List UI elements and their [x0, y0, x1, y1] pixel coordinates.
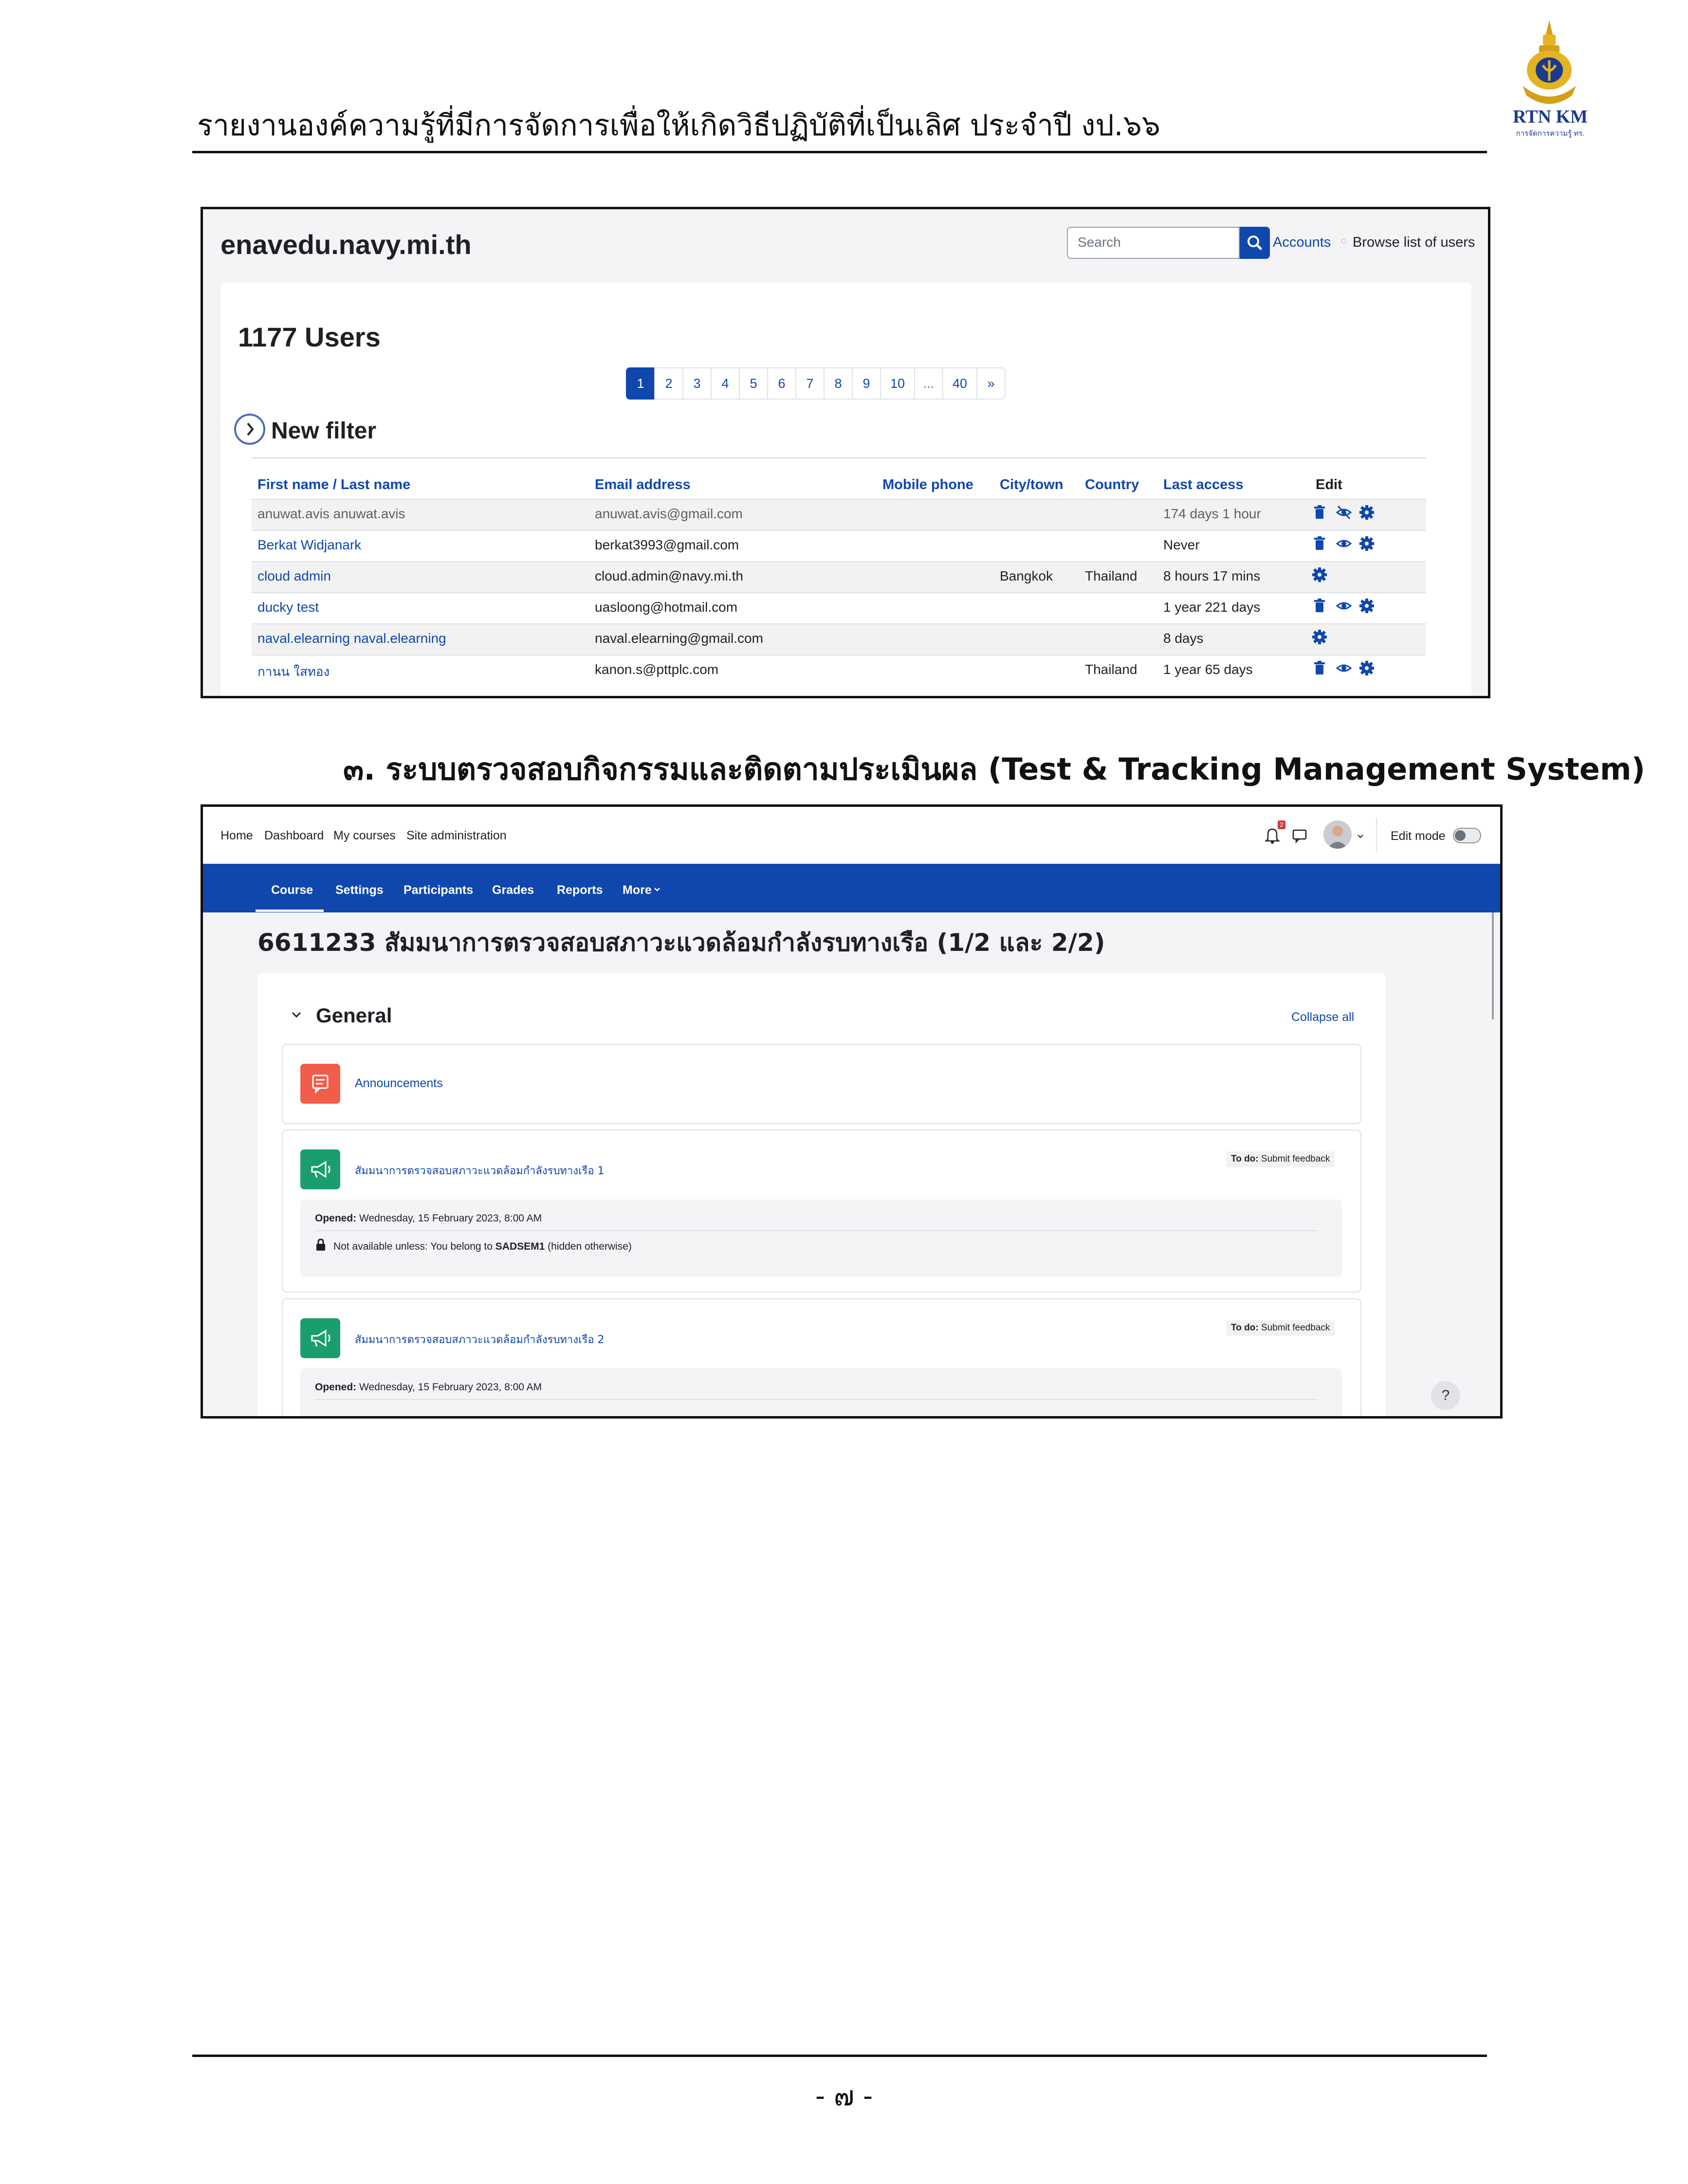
new-filter-label[interactable]: New filter	[271, 418, 377, 444]
forum-activity-icon	[300, 1064, 340, 1104]
nav-my-courses[interactable]: My courses	[333, 829, 396, 842]
chevron-right-icon	[236, 416, 263, 443]
activity-link-feedback-1[interactable]: สัมมนาการตรวจสอบสภาวะแวดล้อมกำลังรบทางเรือ 1	[355, 1165, 605, 1177]
page-link-40[interactable]: 40	[942, 367, 977, 400]
restriction-text	[333, 1241, 632, 1253]
user-city: Bangkok	[1000, 568, 1053, 583]
todo-text: Submit feedback	[1261, 1323, 1330, 1333]
page-link-2[interactable]: 2	[654, 367, 683, 400]
page-link-5[interactable]: 5	[739, 367, 768, 400]
user-last-access: 174 days 1 hour	[1163, 506, 1261, 521]
nav-dashboard[interactable]: Dashboard	[264, 829, 324, 842]
eye-icon[interactable]	[1336, 598, 1352, 614]
avatar[interactable]	[1323, 820, 1352, 849]
page-link-9[interactable]: 9	[852, 367, 881, 400]
user-email: naval.elearning@gmail.com	[595, 631, 763, 646]
restriction-prefix: Not available unless: You belong to	[333, 1241, 493, 1252]
logo-text: RTN KM	[1513, 107, 1588, 127]
page-link-7[interactable]: 7	[795, 367, 825, 400]
search-icon	[1240, 227, 1270, 259]
page-link-8[interactable]: 8	[824, 367, 853, 400]
todo-badge	[1226, 1151, 1335, 1167]
page-next[interactable]: »	[976, 367, 1006, 400]
feedback-activity-icon	[300, 1318, 340, 1358]
tab-reports[interactable]: Reports	[557, 883, 603, 897]
opened-value: Wednesday, 15 February 2023, 8:00 AM	[359, 1382, 542, 1393]
section-title[interactable]: General	[316, 1004, 392, 1027]
course-page-screenshot	[201, 804, 1503, 1419]
col-header-name[interactable]: First name / Last name	[257, 477, 411, 492]
gear-icon[interactable]	[1358, 660, 1375, 676]
opened-date	[315, 1382, 542, 1393]
user-last-access: 1 year 221 days	[1163, 600, 1261, 615]
opened-label: Opened:	[315, 1382, 357, 1393]
tab-participants[interactable]: Participants	[404, 883, 474, 897]
page-link-1[interactable]: 1	[626, 367, 655, 400]
user-last-access: 8 hours 17 mins	[1163, 568, 1261, 583]
report-header-title: รายงานองค์ความรู้ที่มีการจัดการเพื่อให้เกิดวิธีปฏิบัติที่เป็นเลิศ ประจำปี งป.๖๖	[197, 109, 1160, 143]
user-last-access: 1 year 65 days	[1163, 662, 1253, 677]
user-name[interactable]: cloud admin	[257, 568, 331, 583]
user-country: Thailand	[1085, 662, 1138, 677]
nav-site-administration[interactable]: Site administration	[406, 829, 507, 842]
lock-icon	[315, 1238, 327, 1252]
restriction-group: SADSEM1	[495, 1241, 545, 1252]
gear-icon[interactable]	[1358, 598, 1375, 614]
search-button[interactable]	[1240, 227, 1270, 259]
activity-link-feedback-2[interactable]: สัมมนาการตรวจสอบสภาวะแวดล้อมกำลังรบทางเรือ 2	[355, 1334, 605, 1346]
header-rule	[192, 151, 1487, 153]
trash-icon[interactable]	[1311, 504, 1328, 521]
trash-icon[interactable]	[1311, 598, 1328, 614]
megaphone-icon	[300, 1149, 340, 1189]
activity-link-announcements[interactable]: Announcements	[355, 1076, 443, 1090]
trash-icon[interactable]	[1311, 660, 1328, 676]
page-number: - ๗ -	[815, 2080, 873, 2112]
gear-icon[interactable]	[1311, 566, 1328, 583]
section-caption: ๓. ระบบตรวจสอบกิจกรรมและติดตามประเมินผล (Test & Tracking Management System)	[343, 751, 1645, 787]
message-drawer-icon[interactable]	[1291, 827, 1308, 844]
tab-settings[interactable]: Settings	[335, 883, 384, 897]
course-navbar	[203, 864, 1500, 912]
todo-badge	[1226, 1320, 1335, 1336]
activity-item-announcements	[282, 1044, 1361, 1124]
nav-divider	[1376, 818, 1377, 852]
col-header-mobile[interactable]: Mobile phone	[882, 477, 973, 492]
dates-divider	[315, 1230, 1318, 1231]
section-collapse-chevron-icon[interactable]	[289, 1007, 304, 1022]
todo-text: Submit feedback	[1261, 1154, 1330, 1164]
more-chevron-down-icon	[653, 885, 661, 893]
user-email: berkat3993@gmail.com	[595, 537, 739, 552]
table-divider	[252, 457, 1426, 458]
tab-course[interactable]: Course	[271, 883, 313, 897]
table-row	[252, 530, 1426, 562]
collapse-all-link[interactable]: Collapse all	[1291, 1010, 1355, 1024]
active-tab-indicator	[256, 910, 324, 912]
opened-label: Opened:	[315, 1213, 357, 1224]
opened-value: Wednesday, 15 February 2023, 8:00 AM	[359, 1213, 542, 1224]
tab-grades[interactable]: Grades	[492, 883, 534, 897]
user-name[interactable]: กานน ใสทอง	[257, 665, 330, 679]
user-email: anuwat.avis@gmail.com	[595, 506, 743, 521]
col-header-country[interactable]: Country	[1085, 477, 1139, 492]
megaphone-icon	[300, 1318, 340, 1358]
dates-divider	[315, 1399, 1318, 1400]
eye-icon[interactable]	[1336, 660, 1352, 676]
user-name[interactable]: Berkat Widjanark	[257, 537, 362, 552]
restriction-suffix: (hidden otherwise)	[548, 1241, 632, 1252]
site-name[interactable]: enavedu.navy.mi.th	[220, 229, 472, 260]
user-last-access: Never	[1163, 537, 1200, 552]
col-header-email[interactable]: Email address	[595, 477, 691, 492]
col-header-city[interactable]: City/town	[1000, 477, 1064, 492]
activity-dates	[300, 1200, 1342, 1276]
forum-icon	[300, 1064, 340, 1104]
help-button[interactable]: ?	[1431, 1381, 1460, 1410]
col-header-last-access[interactable]: Last access	[1163, 477, 1244, 492]
page-ellipsis: ...	[914, 367, 943, 400]
eye-icon[interactable]	[1336, 535, 1352, 552]
todo-label: To do:	[1231, 1323, 1259, 1333]
user-last-access: 8 days	[1163, 631, 1204, 646]
breadcrumb-accounts[interactable]: Accounts	[1273, 235, 1331, 250]
course-title: 6611233 สัมมนาการตรวจสอบสภาวะแวดล้อมกำลังรบทางเรือ (1/2 และ 2/2)	[257, 928, 1105, 957]
breadcrumb-browse-users: Browse list of users	[1353, 235, 1475, 250]
pagination	[627, 367, 1006, 400]
new-filter-toggle[interactable]	[234, 414, 265, 445]
notification-badge: 2	[1278, 820, 1285, 829]
users-count-heading: 1177 Users	[238, 322, 381, 352]
breadcrumb-separator: ○	[1340, 235, 1347, 247]
user-name[interactable]: ducky test	[257, 600, 319, 615]
footer-rule	[192, 2055, 1487, 2057]
search-input[interactable]: Search	[1067, 227, 1240, 259]
opened-date	[315, 1213, 542, 1224]
user-avatar-icon	[1323, 820, 1352, 849]
eye-slash-icon[interactable]	[1336, 504, 1352, 521]
tab-more[interactable]: More	[623, 883, 652, 897]
users-list-screenshot	[201, 207, 1490, 698]
user-name[interactable]: anuwat.avis anuwat.avis	[257, 506, 405, 521]
col-header-edit: Edit	[1316, 477, 1342, 492]
user-email: kanon.s@pttplc.com	[595, 662, 719, 677]
chevron-down-icon[interactable]	[1356, 831, 1365, 841]
logo-subtext: การจัดการความรู้ ทร.	[1516, 129, 1585, 138]
nav-home[interactable]: Home	[220, 829, 253, 842]
user-email: uasloong@hotmail.com	[595, 600, 738, 615]
activity-dates	[300, 1368, 1342, 1419]
gear-icon[interactable]	[1311, 629, 1328, 645]
user-email: cloud.admin@navy.mi.th	[595, 568, 743, 583]
gear-icon[interactable]	[1358, 504, 1375, 521]
user-country: Thailand	[1085, 568, 1138, 583]
trash-icon[interactable]	[1311, 535, 1328, 552]
page-link-4[interactable]: 4	[711, 367, 740, 400]
page-link-6[interactable]: 6	[767, 367, 796, 400]
page-link-3[interactable]: 3	[682, 367, 712, 400]
gear-icon[interactable]	[1358, 535, 1375, 552]
user-name[interactable]: naval.elearning naval.elearning	[257, 631, 446, 646]
edit-mode-label: Edit mode	[1391, 829, 1446, 843]
toggle-knob	[1455, 830, 1466, 841]
scrollbar[interactable]	[1492, 912, 1494, 1019]
feedback-activity-icon	[300, 1149, 340, 1189]
page-link-10[interactable]: 10	[880, 367, 915, 400]
todo-label: To do:	[1231, 1154, 1259, 1164]
